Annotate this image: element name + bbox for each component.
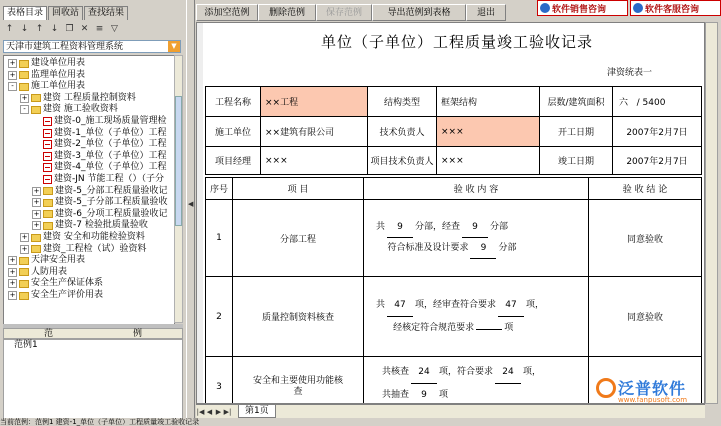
table-row — [206, 277, 702, 357]
tree-node-label: 安全生产保证体系 — [31, 278, 104, 289]
row-conclusion[interactable]: 同意验收 — [589, 200, 702, 277]
collapse-arrow-icon[interactable]: ◀ — [188, 200, 194, 208]
tree-node-label: 建资-7 检验批质量验收 — [55, 220, 148, 231]
end-date-cell[interactable]: 2007年2月7日 — [613, 147, 702, 175]
col-header-content: 验 收 内 容 — [364, 178, 589, 200]
content-value[interactable]: 24 — [495, 361, 521, 384]
prev-sheet-icon[interactable]: ◀ — [206, 407, 213, 416]
col-header-no: 序号 — [206, 178, 233, 200]
panel-tabs — [3, 6, 129, 20]
content-value[interactable]: 9 — [470, 238, 496, 259]
tree-node-label: 建资-4_单位（子单位）工程 — [54, 162, 167, 173]
row-conclusion[interactable]: 同意验收 — [589, 277, 702, 357]
example-toolbar — [196, 4, 536, 21]
save-example-button[interactable]: 保存范例 — [316, 4, 372, 21]
tree-node-label: 施工单位用表 — [31, 81, 86, 92]
list-item[interactable]: 范例1 — [14, 340, 38, 350]
sales-consult-label: 软件销售咨询 — [552, 4, 607, 15]
last-sheet-icon[interactable]: ▶| — [223, 407, 232, 416]
project-tech-label: 项目技术负责人 — [368, 147, 437, 175]
document-icon — [43, 163, 52, 172]
tree-node[interactable] — [32, 128, 166, 139]
exit-button[interactable]: 退出 — [466, 4, 506, 21]
tree-node-label: 建资-5_分部工程质量验收记 — [55, 185, 168, 196]
folder-icon — [43, 199, 53, 207]
tech-lead-label: 技术负责人 — [368, 117, 437, 147]
list-icon[interactable]: ≡ — [95, 23, 104, 34]
col-header-conclusion: 验 收 结 论 — [589, 178, 702, 200]
tree-node-label: 建资 施工验收资料 — [43, 104, 118, 115]
info-table — [205, 86, 702, 175]
form-document — [196, 22, 705, 404]
row-content[interactable] — [364, 200, 589, 277]
form-code[interactable]: 津资统表一 — [607, 68, 653, 78]
content-text: 项 — [504, 323, 514, 333]
content-value[interactable] — [476, 329, 502, 330]
tree-node[interactable] — [8, 81, 85, 92]
manager-cell[interactable]: ××× — [261, 147, 368, 175]
tree-scrollbar-thumb[interactable] — [175, 96, 182, 226]
tree-node[interactable] — [20, 244, 147, 255]
document-icon — [43, 117, 52, 126]
tree-node[interactable] — [8, 290, 103, 301]
tree-node[interactable] — [20, 232, 145, 243]
content-text: 经核定符合规范要求 — [393, 323, 475, 333]
row-item[interactable]: 质量控制资料核查 — [233, 277, 364, 357]
tab-search-results[interactable]: 查找结果 — [84, 6, 128, 20]
tree-node-label: 人防用表 — [31, 266, 68, 277]
brand-name: 泛普软件 — [618, 379, 687, 398]
tree-node-label: 安全生产评价用表 — [31, 290, 104, 300]
brand-url: www.fanpusoft.com — [618, 396, 688, 404]
expand-icon[interactable]: + — [9, 279, 16, 288]
structure-cell[interactable]: 框架结构 — [437, 87, 540, 117]
content-text: 项， — [526, 300, 545, 310]
folder-icon — [31, 245, 41, 253]
start-date-cell[interactable]: 2007年2月7日 — [613, 117, 702, 147]
tree-node-label: 建资_工程检（试）验资料 — [43, 243, 147, 254]
tree-node-label: 建资-6_分项工程质量验收记 — [55, 208, 168, 219]
project-name-cell[interactable]: ××工程 — [261, 87, 368, 117]
folder-icon — [43, 222, 53, 230]
collapse-icon[interactable]: - — [20, 105, 29, 114]
tree-node-label: 监理单位用表 — [31, 69, 86, 80]
content-text: 项，符合要求 — [439, 367, 494, 377]
folder-icon — [31, 106, 41, 114]
folder-icon — [19, 292, 29, 300]
document-scrollbar[interactable] — [705, 22, 718, 404]
expand-icon[interactable]: + — [9, 291, 16, 299]
tree-node[interactable] — [32, 151, 166, 162]
start-date-label: 开工日期 — [540, 117, 613, 147]
row-no: 2 — [206, 277, 233, 357]
tree-node-label: 建资-1_单位（子单位）工程 — [54, 127, 167, 138]
tree-node-label: 建资-2_单位（子单位）工程 — [54, 139, 167, 150]
collapse-icon[interactable]: - — [8, 82, 17, 91]
tree-node[interactable] — [8, 278, 103, 289]
tree-node[interactable] — [32, 174, 164, 185]
folder-icon — [19, 83, 29, 91]
row-content[interactable] — [364, 357, 589, 405]
tree-node-label: 建资-3_单位（子单位）工程 — [54, 150, 167, 161]
example-list — [3, 339, 183, 419]
tree-node-label: 建资-5_子分部工程质量验收 — [55, 197, 168, 208]
content-text: 共核查 — [382, 367, 410, 377]
folder-icon — [31, 94, 41, 102]
form-title[interactable]: 单位（子单位）工程质量竣工验收记录 — [320, 33, 593, 51]
folder-icon — [19, 60, 29, 68]
status-bar: 当前范例：范例1 建资-1_单位（子单位）工程质量竣工验收记录 — [0, 418, 721, 426]
content-text: 分部 — [490, 222, 509, 232]
floors-label: 层数/建筑面积 — [540, 87, 613, 117]
content-text: 共 — [376, 222, 386, 232]
brand-logo-icon — [596, 378, 616, 398]
folder-icon — [19, 280, 29, 288]
tree-node[interactable] — [32, 186, 167, 197]
tree-node[interactable] — [32, 220, 148, 231]
row-no: 1 — [206, 200, 233, 277]
export-example-button[interactable]: 导出范例到表格 — [372, 4, 466, 21]
area-value: 5400 — [642, 98, 666, 108]
expand-icon[interactable]: + — [21, 244, 28, 253]
tree-node[interactable] — [32, 162, 166, 173]
expand-icon[interactable]: + — [9, 256, 16, 265]
left-panel — [0, 0, 186, 426]
example-list-header-1: 范 — [43, 329, 53, 339]
content-text: 项， — [523, 367, 542, 377]
structure-label: 结构类型 — [368, 87, 437, 117]
first-sheet-icon[interactable]: |◀ — [196, 407, 205, 416]
content-text: 分部，经查 — [415, 222, 461, 232]
next-sheet-icon[interactable]: ▶ — [215, 407, 222, 416]
service-consult-link[interactable] — [630, 0, 721, 16]
tree-toolbar — [3, 22, 121, 36]
content-text: 分部 — [498, 243, 517, 253]
person-icon — [540, 3, 550, 13]
sheet-tab-1[interactable]: 第1页 — [238, 405, 276, 418]
expand-icon[interactable]: + — [21, 93, 28, 102]
document-icon — [43, 129, 52, 138]
project-select-value: 天津市建筑工程资料管理系统 — [6, 42, 124, 52]
content-value[interactable]: 9 — [462, 217, 488, 238]
sheet-tab-bar — [196, 404, 705, 418]
content-text: 符合标准及设计要求 — [387, 243, 469, 253]
manager-label: 项目经理 — [206, 147, 261, 175]
document-icon — [43, 140, 52, 149]
tree-node[interactable] — [8, 255, 85, 266]
expand-icon[interactable]: + — [9, 70, 16, 79]
content-text: 共 — [376, 300, 386, 310]
tree-node-label: 建资-JN 节能工程（）（子分 — [54, 174, 164, 184]
delete-icon[interactable]: ✕ — [80, 23, 89, 34]
tree-node[interactable] — [20, 104, 118, 115]
content-text: 共抽查 — [382, 390, 410, 400]
tab-catalog[interactable]: 表格目录 — [3, 6, 47, 20]
acceptance-table — [205, 177, 702, 404]
tree-node-label: 建资-0_施工现场质量管理检 — [54, 116, 167, 126]
folder-icon — [19, 268, 29, 276]
expand-icon[interactable]: + — [9, 267, 16, 276]
tree-node-label: 建资 安全和功能检验资料 — [43, 232, 145, 242]
tree-node-label: 建设单位用表 — [31, 58, 86, 68]
delete-example-button[interactable]: 删除范例 — [258, 4, 316, 21]
content-value[interactable]: 24 — [411, 361, 437, 384]
row-content[interactable] — [364, 277, 589, 357]
end-date-label: 竣工日期 — [540, 147, 613, 175]
contractor-label: 施工单位 — [206, 117, 261, 147]
tree-node[interactable] — [20, 93, 136, 104]
chevron-down-icon[interactable]: ▼ — [168, 41, 180, 52]
arrow-up-alt-icon[interactable]: ↑ — [35, 23, 44, 34]
folder-icon — [19, 257, 29, 265]
tree-node[interactable] — [32, 139, 166, 150]
tree-node[interactable] — [32, 209, 167, 220]
project-name-label: 工程名称 — [206, 87, 261, 117]
table-tree[interactable] — [3, 55, 175, 325]
service-consult-label: 软件客服咨询 — [645, 4, 700, 15]
folder-icon — [31, 234, 41, 242]
tree-node[interactable] — [8, 58, 85, 69]
document-icon — [43, 175, 52, 184]
folder-icon — [19, 71, 29, 79]
floors-value: 六 — [619, 98, 629, 108]
arrow-down-icon[interactable]: ↓ — [20, 23, 29, 34]
floors-area-cell[interactable] — [613, 87, 702, 117]
document-icon — [43, 152, 52, 161]
row-item[interactable]: 分部工程 — [233, 200, 364, 277]
vertical-splitter[interactable] — [186, 0, 195, 426]
col-header-item: 项 目 — [233, 178, 364, 200]
tree-node[interactable] — [8, 70, 85, 81]
folder-icon — [43, 187, 53, 195]
contractor-cell[interactable]: ××建筑有限公司 — [261, 117, 368, 147]
filter-icon[interactable]: ▽ — [111, 23, 118, 34]
person-icon — [633, 3, 643, 13]
expand-icon[interactable]: + — [33, 186, 40, 195]
content-value[interactable]: 47 — [387, 294, 413, 317]
tab-recycle-bin[interactable]: 回收站 — [48, 6, 83, 20]
arrow-down-alt-icon[interactable]: ↓ — [50, 23, 59, 34]
tree-node[interactable] — [32, 116, 166, 127]
expand-icon[interactable]: + — [33, 221, 40, 230]
expand-icon[interactable]: + — [9, 59, 16, 67]
content-text: 项 — [439, 390, 449, 400]
content-value[interactable]: 9 — [387, 217, 413, 238]
example-list-header-2: 例 — [132, 329, 142, 339]
content-text: 项，经审查符合要求 — [415, 300, 497, 310]
tech-lead-cell[interactable]: ××× — [437, 117, 540, 147]
add-empty-example-button[interactable]: 添加空范例 — [196, 4, 258, 21]
table-row — [206, 200, 702, 277]
tree-node[interactable] — [8, 267, 67, 278]
example-list-header — [3, 328, 183, 339]
copy-icon[interactable]: ❐ — [65, 23, 74, 34]
content-value[interactable]: 9 — [411, 384, 437, 404]
row-gutter — [197, 23, 203, 403]
row-no: 3 — [206, 357, 233, 405]
sales-consult-link[interactable] — [537, 0, 628, 16]
tree-node-label: 建资 工程质量控制资料 — [43, 92, 136, 103]
tree-node[interactable] — [32, 197, 167, 208]
row-item[interactable]: 安全和主要使用功能核查 — [233, 357, 364, 405]
project-tech-cell[interactable]: ××× — [437, 147, 540, 175]
folder-icon — [43, 210, 53, 218]
content-value[interactable]: 47 — [498, 294, 524, 317]
expand-icon[interactable]: + — [21, 233, 28, 241]
expand-icon[interactable]: + — [33, 198, 40, 207]
project-select[interactable] — [3, 40, 181, 53]
tree-node-label: 天津安全用表 — [31, 255, 86, 266]
arrow-up-icon[interactable]: ↑ — [5, 23, 14, 34]
expand-icon[interactable]: + — [33, 209, 40, 218]
area-separator: / — [636, 98, 640, 108]
